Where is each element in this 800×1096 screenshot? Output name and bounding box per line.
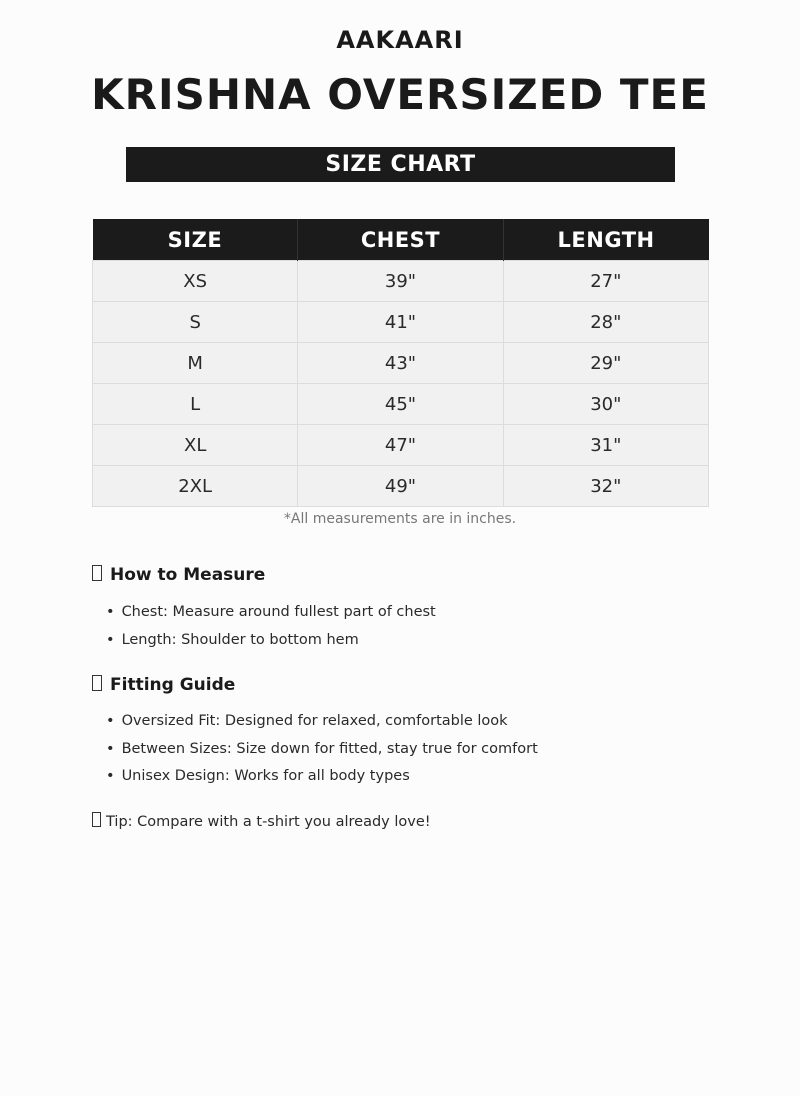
chest-cell: 45" (298, 384, 503, 425)
list-item: • Length: Shoulder to bottom hem (106, 631, 359, 648)
table-row (93, 302, 709, 343)
table-row (93, 466, 709, 507)
table-row (93, 261, 709, 302)
measurement-note: *All measurements are in inches. (283, 511, 517, 527)
size-cell: 2XL (93, 466, 298, 507)
size-chart-banner: SIZE CHART (126, 147, 675, 182)
size-cell: M (93, 343, 298, 384)
fitting-guide-title: Fitting Guide (110, 675, 236, 695)
table-row (93, 384, 709, 425)
shirt-icon (92, 675, 102, 691)
list-item: • Between Sizes: Size down for fitted, stay true for comfort (106, 740, 538, 757)
size-chart-table (92, 219, 709, 507)
list-item: • Chest: Measure around fullest part of chest (106, 604, 436, 620)
chest-cell: 47" (298, 425, 503, 466)
list-item-text: Length: Shoulder to bottom hem (121, 631, 359, 648)
list-item-text: Unisex Design: Works for all body types (121, 768, 410, 784)
list-item: • Unisex Design: Works for all body types (106, 768, 410, 784)
length-cell: 28" (503, 302, 708, 343)
table-row (93, 425, 709, 466)
column-header-length: LENGTH (503, 219, 708, 261)
list-item-text: Between Sizes: Size down for fitted, stay true for comfort (121, 740, 538, 757)
table-row (93, 343, 709, 384)
length-cell: 31" (503, 425, 708, 466)
chest-cell: 39" (298, 261, 503, 302)
length-cell: 32" (503, 466, 708, 507)
size-cell: S (93, 302, 298, 343)
list-item: • Oversized Fit: Designed for relaxed, comfortable look (106, 713, 508, 729)
length-cell: 27" (503, 261, 708, 302)
tip-text: Tip: Compare with a t-shirt you already love! (106, 814, 431, 830)
how-to-measure-list (106, 599, 436, 654)
length-cell: 30" (503, 384, 708, 425)
size-cell: XS (93, 261, 298, 302)
product-title: KRISHNA OVERSIZED TEE (91, 70, 709, 119)
size-cell: XL (93, 425, 298, 466)
length-cell: 29" (503, 343, 708, 384)
how-to-measure-title: How to Measure (110, 565, 266, 585)
size-cell: L (93, 384, 298, 425)
how-to-measure-heading (92, 565, 265, 585)
column-header-chest: CHEST (298, 219, 503, 261)
lightbulb-icon (92, 812, 101, 827)
chest-cell: 41" (298, 302, 503, 343)
ruler-icon (92, 565, 102, 581)
fitting-guide-heading (92, 675, 235, 695)
chest-cell: 49" (298, 466, 503, 507)
brand-name: AAKAARI (336, 26, 464, 54)
table-header-row (93, 219, 709, 261)
fitting-guide-list (106, 708, 538, 791)
list-item-text: Oversized Fit: Designed for relaxed, comfortable look (121, 713, 508, 729)
column-header-size: SIZE (93, 219, 298, 261)
tip-line (92, 812, 431, 830)
chest-cell: 43" (298, 343, 503, 384)
list-item-text: Chest: Measure around fullest part of chest (121, 604, 436, 620)
